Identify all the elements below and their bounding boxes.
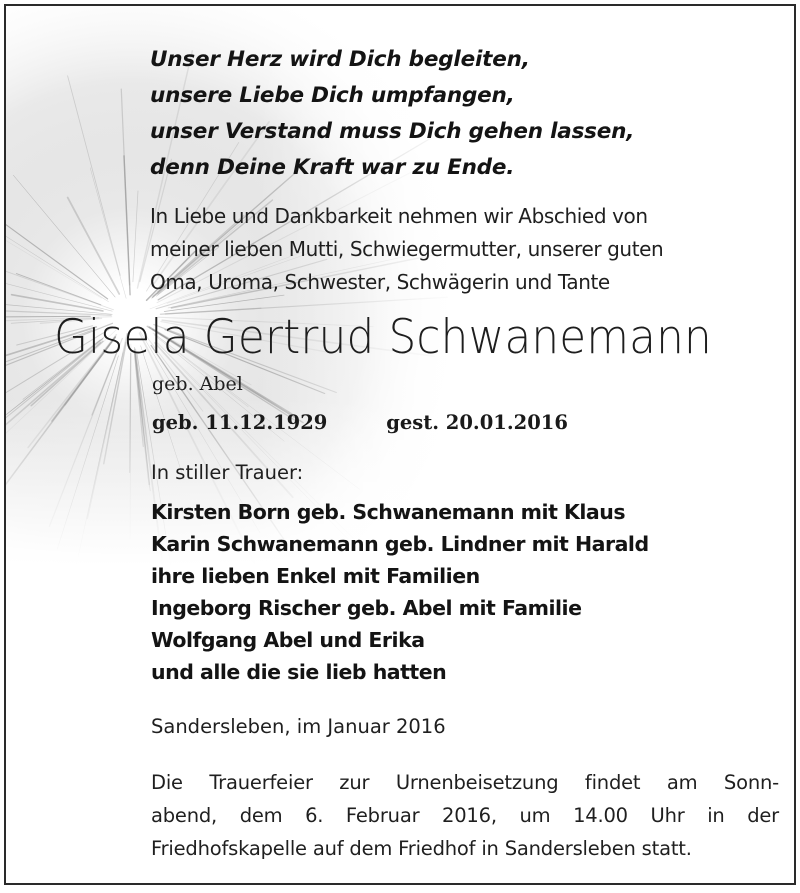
obituary-notice [4, 4, 796, 885]
mourner-line: ihre lieben Enkel mit Familien [151, 564, 480, 588]
mourner-line: und alle die sie lieb hatten [151, 660, 447, 684]
birth-date: geb. 11.12.1929 [152, 411, 328, 434]
funeral-line: Friedhofskapelle auf dem Friedhof in Sandersleben statt. [151, 837, 692, 860]
funeral-line: Die Trauerfeier zur Urnenbeisetzung findet am Sonn- [151, 771, 779, 794]
verse-line: denn Deine Kraft war zu Ende. [150, 155, 515, 180]
intro-line: Oma, Uroma, Schwester, Schwägerin und Tante [150, 270, 610, 294]
mourner-line: Wolfgang Abel und Erika [151, 628, 425, 652]
verse-line: Unser Herz wird Dich begleiten, [150, 47, 530, 72]
mourning-label: In stiller Trauer: [151, 461, 304, 484]
mourner-line: Kirsten Born geb. Schwanemann mit Klaus [151, 500, 626, 524]
maiden-name: geb. Abel [152, 373, 243, 395]
funeral-notice [151, 766, 779, 865]
intro-line: In Liebe und Dankbarkeit nehmen wir Abschied von [150, 204, 648, 228]
intro-text [150, 200, 663, 299]
life-dates [152, 408, 568, 438]
intro-line: meiner lieben Mutti, Schwiegermutter, unserer guten [150, 237, 664, 261]
verse-line: unsere Liebe Dich umpfangen, [150, 83, 515, 108]
mourner-line: Karin Schwanemann geb. Lindner mit Harald [151, 532, 649, 556]
place-and-date: Sandersleben, im Januar 2016 [151, 715, 446, 738]
funeral-line: abend, dem 6. Februar 2016, um 14.00 Uhr in der [151, 804, 779, 827]
mourner-line: Ingeborg Rischer geb. Abel mit Familie [151, 596, 582, 620]
death-date: gest. 20.01.2016 [386, 411, 568, 434]
verse [150, 42, 634, 186]
verse-line: unser Verstand muss Dich gehen lassen, [150, 119, 635, 144]
mourners-list [151, 496, 649, 688]
deceased-name: Gisela Gertrud Schwanemann [54, 310, 712, 365]
